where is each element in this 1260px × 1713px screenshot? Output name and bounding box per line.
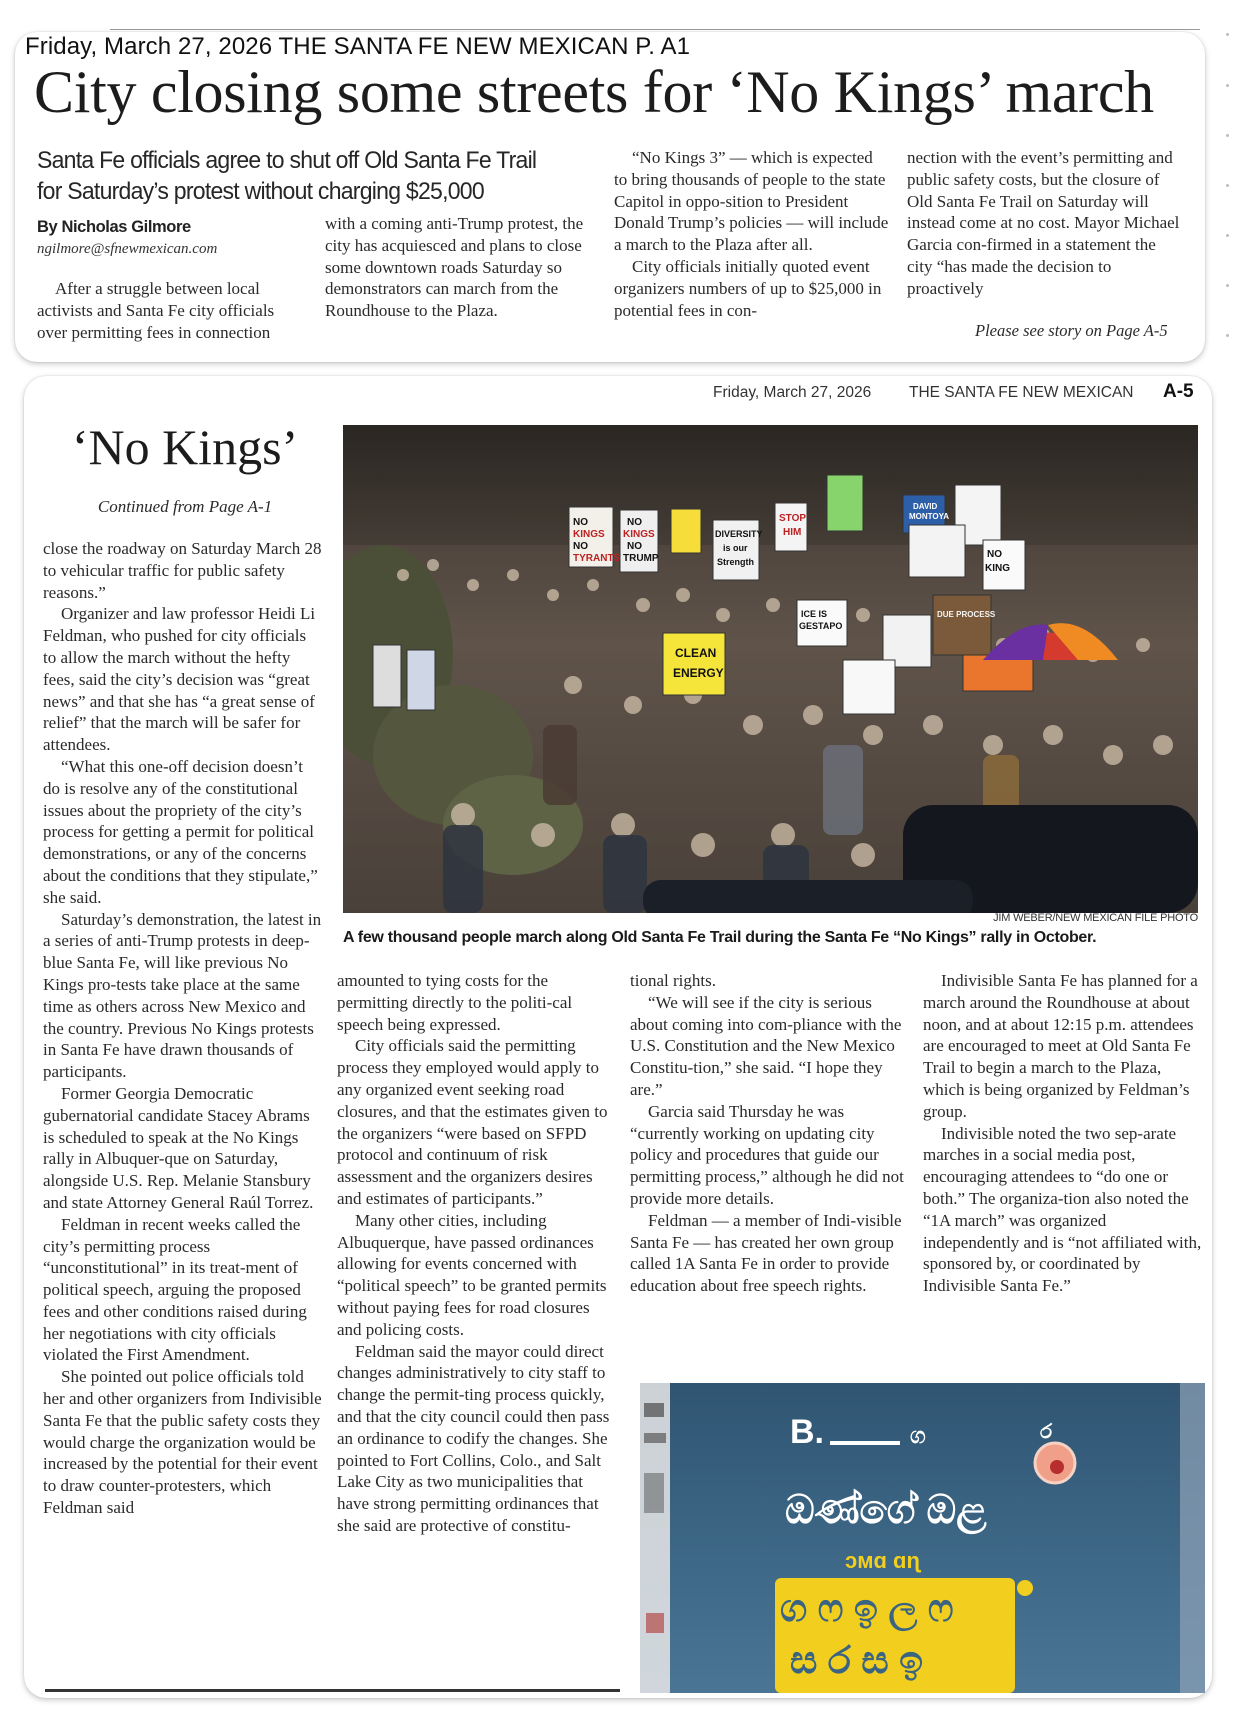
sign-text: NO: [573, 517, 588, 528]
front-column-2: [325, 213, 597, 322]
paragraph: City officials said the permitting process they employed would apply to any organized event seeking road closures, and that the estimates given to the organizers “were based on SFPD protocol and continuum of risk assessment and the organizers desires and estimates of participants.”: [337, 1036, 608, 1208]
front-page-dateline: Friday, March 27, 2026 THE SANTA FE NEW MEXICAN P. A1: [25, 33, 691, 60]
byline: By Nicholas Gilmore: [37, 218, 191, 236]
continued-from: Continued from Page A-1: [97, 497, 273, 516]
crowd-illustration: [343, 425, 1198, 913]
jump-line[interactable]: Please see story on Page A-5: [975, 321, 1168, 340]
inside-column-4: [923, 970, 1203, 1297]
front-page-headline: City closing some streets for ‘No Kings’ march: [34, 59, 1154, 125]
paragraph: Indivisible Santa Fe has planned for a march around the Roundhouse at about noon, and at about 12:15 p.m. attendees are encouraged to meet at Old Santa Fe Trail to begin a march to the Plaza, which is being organized by Feldman’s group.: [923, 971, 1198, 1121]
paragraph: Feldman in recent weeks called the city’s permitting process “unconstitutional” in its treat-ment of political speech, arguing the proposed fees and other conditions raised during her negotiations with city officials violated the First Amendment.: [43, 1214, 307, 1365]
yellow-lettering-large: ග ෆ ඉ ල ෆ: [780, 1588, 954, 1630]
svg-text:KINGS: KINGS: [573, 529, 605, 540]
deck-line-2: for Saturday’s protest without charging $25,000: [37, 178, 484, 205]
paragraph: Indivisible noted the two sep-arate marches in a social media post, encouraging attendees to “do one or both.” The organiza-tion also noted the “1A march” was organized independently and is “not affiliated with, sponsored by, or coordinated by Indivisible Santa Fe.”: [923, 1123, 1202, 1296]
author-email[interactable]: ngilmore@sfnewmexican.com: [37, 241, 218, 257]
svg-text:Strength: Strength: [717, 557, 754, 567]
svg-text:NO: NO: [573, 541, 588, 552]
white-lettering-2: ඔණ්ගේ ඔළ: [785, 1488, 987, 1532]
svg-text:ENERGY: ENERGY: [673, 666, 724, 680]
inside-column-3: [630, 970, 912, 1297]
svg-text:ස ර ස ඉ: ස ර ස ඉ: [790, 1640, 924, 1682]
svg-text:KING: KING: [985, 563, 1010, 574]
deck-line-1: Santa Fe officials agree to shut off Old Santa Fe Trail: [37, 147, 537, 174]
svg-text:NO: NO: [987, 549, 1002, 560]
protest-photo: [343, 425, 1198, 913]
photo-credit: JIM WEBER/NEW MEXICAN FILE PHOTO: [993, 912, 1198, 924]
svg-text:NO: NO: [627, 541, 642, 552]
edge-dot: [1226, 134, 1229, 137]
top-divider: [110, 29, 1200, 30]
paragraph: Feldman said the mayor could direct changes administratively to city staff to change the permit-ting process quickly, and that the city council could then pass an ordinance to codify the changes. She pointed to Fort Collins, Colo., and Salt Lake City as two municipalities that have strong permitting ordinances that she said are protective of constitu-: [337, 1341, 610, 1535]
paragraph: Saturday’s demonstration, the latest in a series of anti-Trump protests in deep-blue Santa Fe, will like previous No Kings pro-tests take place at the same time as others across New Mexico and the country. Previous No Kings protests in Santa Fe have drawn thousands of participants.: [43, 909, 322, 1082]
bottom-image: [640, 1383, 1205, 1693]
front-page-deck: [37, 145, 563, 207]
svg-text:STOP: STOP: [779, 513, 807, 524]
page-date: Friday, March 27, 2026: [713, 384, 872, 401]
svg-text:CLEAN: CLEAN: [675, 646, 717, 660]
paragraph: Many other cities, including Albuquerque, have passed ordinances allowing for events concerned with “political speech” to be granted permits without paying fees for road closures and policing costs.: [337, 1210, 607, 1339]
paragraph: After a struggle between local activists and Santa Fe city officials over permitting fees in connection: [37, 279, 275, 342]
paragraph: with a coming anti-Trump protest, the city has acquiesced and plans to close some downtown roads Saturday so demonstrators can march from the Roundhouse to the Plaza.: [325, 214, 584, 321]
paragraph: “What this one-off decision doesn’t do is resolve any of the constitutional issues about the propriety of the city’s process for getting a permit for political demonstrations, or any of the concerns about the conditions that they stipulate,” she said.: [43, 756, 318, 907]
inside-column-1: [43, 538, 323, 1519]
svg-text:DIVERSITY: DIVERSITY: [715, 529, 763, 539]
paragraph: She pointed out police officials told her and other organizers from Indivisible Santa Fe that the public safety costs they would charge the organization would be increased by the potential for their event to draw counter-protesters, which Feldman said: [43, 1367, 322, 1518]
paragraph: Feldman — a member of Indi-visible Santa Fe — has created her own group called 1A Santa Fe in order to provide education about free speech rights.: [630, 1210, 902, 1296]
svg-text:NO: NO: [627, 517, 642, 528]
paragraph: “We will see if the city is serious about coming into com-pliance with the U.S. Constitution and the New Mexico Constitu-tion,” she said. “I hope they are.”: [630, 992, 902, 1099]
edge-dot: [1226, 184, 1229, 187]
paragraph: City officials initially quoted event organizers numbers of up to $25,000 in potential fees in con-: [614, 256, 882, 320]
svg-text:DAVID: DAVID: [913, 502, 938, 511]
inside-column-2: [337, 970, 617, 1537]
edge-dot: [1226, 84, 1229, 87]
svg-text:is our: is our: [723, 543, 748, 553]
white-lettering-1: B.: [790, 1413, 824, 1451]
yellow-lettering-small: ᴐᴍɑ ɑɳ: [845, 1548, 920, 1573]
newspaper-name: THE SANTA FE NEW MEXICAN: [909, 384, 1134, 401]
svg-text:MONTOYA: MONTOYA: [909, 512, 950, 521]
svg-text:HIM: HIM: [783, 527, 802, 538]
edge-dot: [1226, 33, 1229, 36]
paragraph: Garcia said Thursday he was “currently working on updating city policy and procedures that guide our permitting process,” although he did not provide more details.: [630, 1101, 904, 1208]
paragraph: Organizer and law professor Heidi Li Feldman, who pushed for city officials to allow the march without the hefty fees, said the city’s decision was “great news” and that she has “a great sense of relief” that the march will be safer for attendees.: [43, 604, 316, 755]
page-number: A-5: [1163, 381, 1194, 402]
svg-text:෮: ෮: [1040, 1421, 1053, 1443]
photo-caption: A few thousand people march along Old Santa Fe Trail during the Santa Fe “No Kings” rally in October.: [343, 929, 1097, 946]
story-kicker: ‘No Kings’: [71, 419, 299, 475]
paragraph: “No Kings 3” — which is expected to bring thousands of people to the state Capitol in oppo-sition to President Donald Trump’s policies — will include a march to the Plaza after all.: [614, 148, 889, 255]
svg-text:DUE PROCESS: DUE PROCESS: [937, 610, 996, 619]
svg-text:TYRANTS: TYRANTS: [573, 553, 621, 564]
svg-text:ICE IS: ICE IS: [801, 609, 828, 619]
svg-text:ග: ග: [910, 1423, 926, 1448]
front-column-4: [907, 147, 1182, 300]
distorted-lettering-graphic: [640, 1383, 1205, 1693]
edge-dot: [1226, 234, 1229, 237]
paragraph: tional rights.: [630, 971, 716, 990]
svg-text:TRUMP: TRUMP: [623, 553, 659, 564]
paragraph: Former Georgia Democratic gubernatorial candidate Stacey Abrams is scheduled to speak at the No Kings rally in Albuquer-que on Saturday, alongside U.S. Rep. Melanie Stansbury and state Attorney General Raúl Torrez.: [43, 1083, 314, 1212]
front-column-3: [614, 147, 889, 321]
svg-text:GESTAPO: GESTAPO: [799, 621, 843, 631]
paragraph: close the roadway on Saturday March 28 to vehicular traffic for public safety reasons.”: [43, 539, 322, 602]
paragraph: nection with the event’s permitting and public safety costs, but the closure of Old Santa Fe Trail on Saturday will instead come at no cost. Mayor Michael Garcia con-firmed in a statement the city “has made the decision to proactively: [907, 148, 1180, 298]
paragraph: amounted to tying costs for the permitting directly to the politi-cal speech being expressed.: [337, 971, 573, 1034]
svg-text:KINGS: KINGS: [623, 529, 655, 540]
bottom-divider: [45, 1689, 620, 1692]
front-column-1: [37, 278, 305, 343]
edge-dot: [1226, 334, 1229, 337]
edge-dot: [1226, 284, 1229, 287]
